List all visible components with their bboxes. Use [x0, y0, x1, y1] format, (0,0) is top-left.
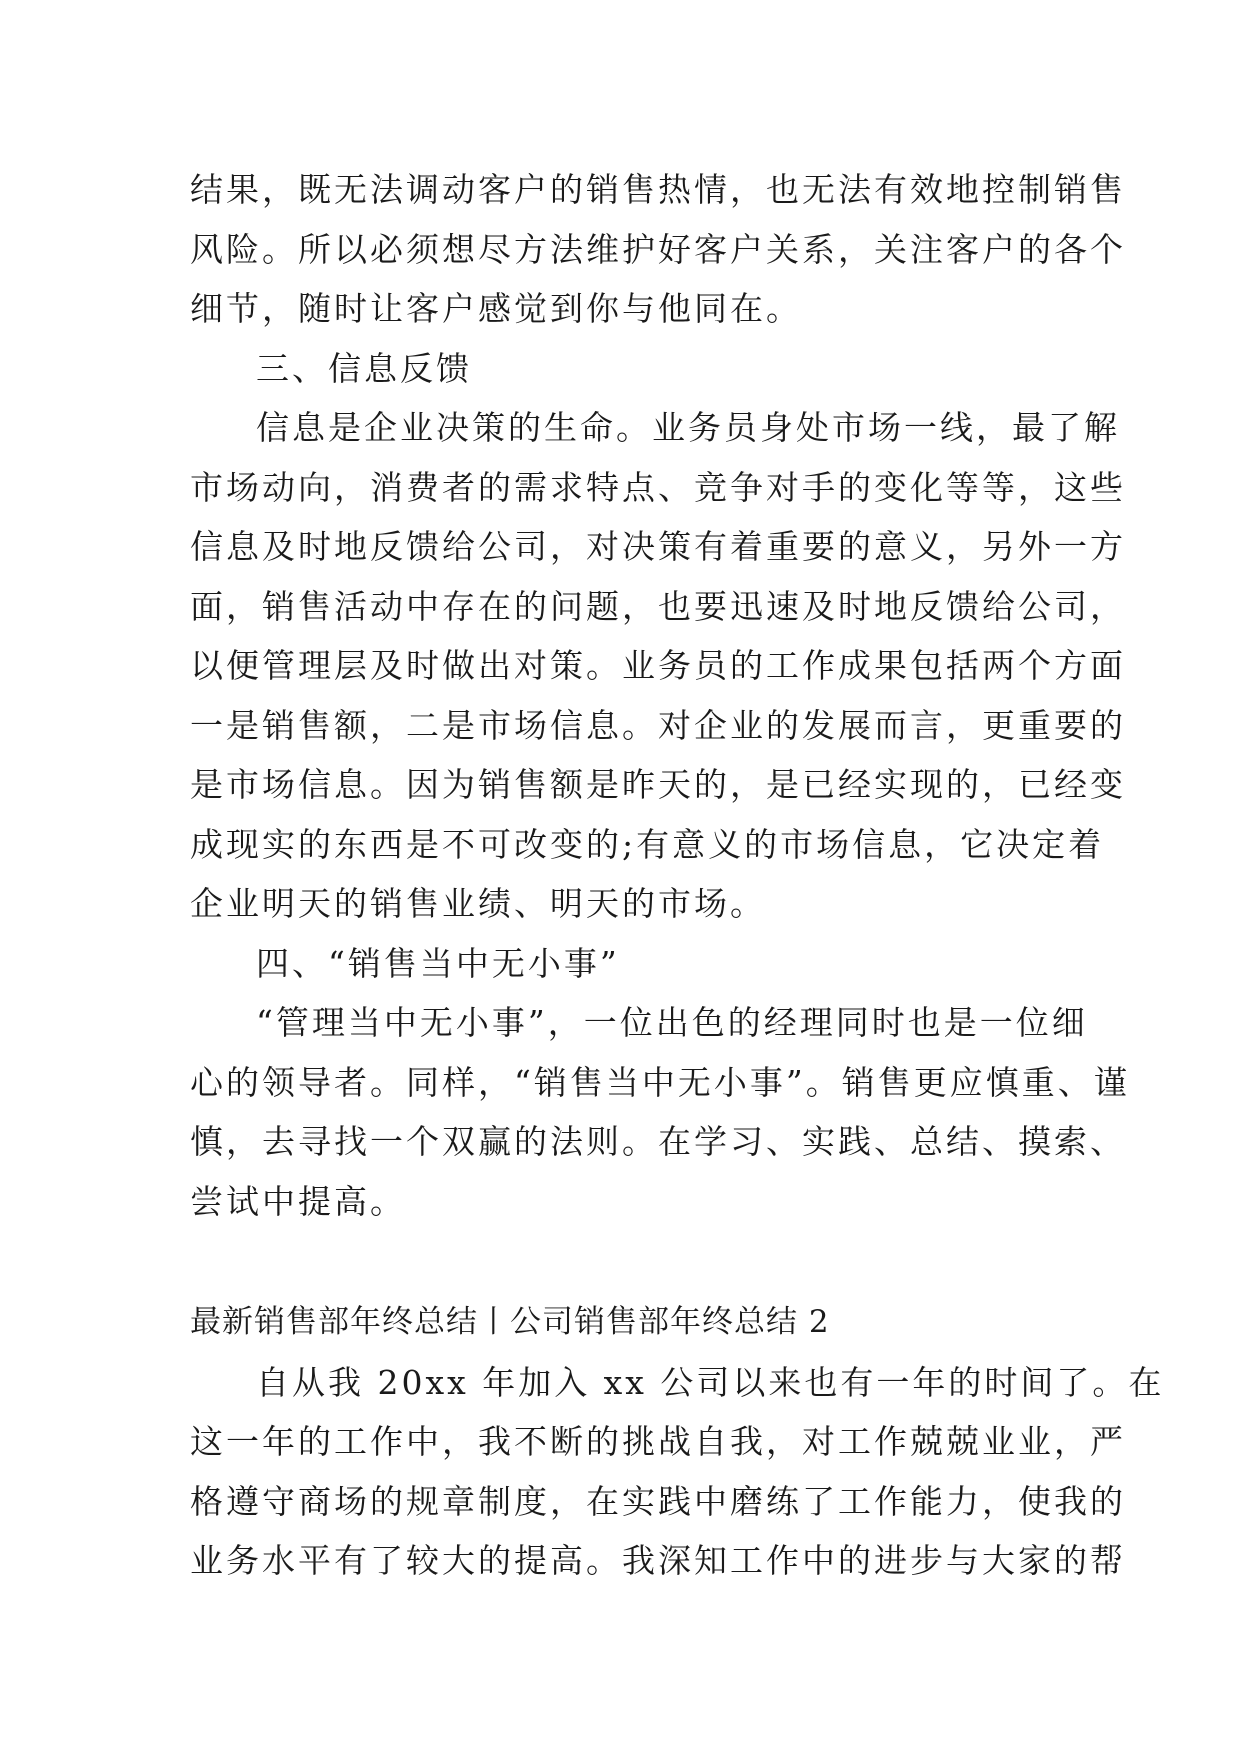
paragraph-line: 这一年的工作中，我不断的挑战自我，对工作兢兢业业，严	[190, 1422, 1126, 1461]
paragraph-line: “管理当中无小事”，一位出色的经理同时也是一位细	[256, 1003, 1088, 1042]
paragraph-line: 信息及时地反馈给公司，对决策有着重要的意义，另外一方	[190, 527, 1126, 566]
paragraph-line: 信息是企业决策的生命。业务员身处市场一线，最了解	[256, 408, 1120, 447]
paragraph-line: 一是销售额，二是市场信息。对企业的发展而言，更重要的	[190, 705, 1126, 745]
paragraph-line: 自从我 20xx 年加入 xx 公司以来也有一年的时间了。在	[256, 1362, 1165, 1402]
paragraph-line: 企业明天的销售业绩、明天的市场。	[190, 884, 766, 923]
paragraph-line: 是市场信息。因为销售额是昨天的，是已经实现的，已经变	[190, 765, 1126, 804]
paragraph-line: 市场动向，消费者的需求特点、竞争对手的变化等等，这些	[190, 467, 1126, 507]
paragraph-line: 心的领导者。同样，“销售当中无小事”。销售更应慎重、谨	[190, 1062, 1130, 1102]
section-heading: 四、“销售当中无小事”	[256, 943, 620, 983]
paragraph-line: 以便管理层及时做出对策。业务员的工作成果包括两个方面	[190, 646, 1126, 685]
article-title: 最新销售部年终总结丨公司销售部年终总结 2	[190, 1304, 830, 1340]
paragraph-line: 面，销售活动中存在的问题，也要迅速及时地反馈给公司，	[190, 586, 1126, 626]
section-spacer	[190, 1231, 1070, 1293]
paragraph-line: 结果，既无法调动客户的销售热情，也无法有效地控制销售	[190, 170, 1126, 209]
paragraph-line: 风险。所以必须想尽方法维护好客户关系，关注客户的各个	[190, 229, 1126, 269]
paragraph-line: 业务水平有了较大的提高。我深知工作中的进步与大家的帮	[190, 1541, 1126, 1580]
paragraph-line: 慎，去寻找一个双赢的法则。在学习、实践、总结、摸索、	[190, 1122, 1126, 1161]
paragraph-line: 成现实的东西是不可改变的;有意义的市场信息，它决定着	[190, 824, 1105, 864]
paragraph-line: 格遵守商场的规章制度，在实践中磨练了工作能力，使我的	[190, 1481, 1126, 1521]
paragraph-line: 细节，随时让客户感觉到你与他同在。	[190, 289, 802, 328]
document-body	[190, 160, 1165, 1591]
paragraph-line: 尝试中提高。	[190, 1181, 406, 1221]
section-heading: 三、信息反馈	[256, 348, 472, 388]
